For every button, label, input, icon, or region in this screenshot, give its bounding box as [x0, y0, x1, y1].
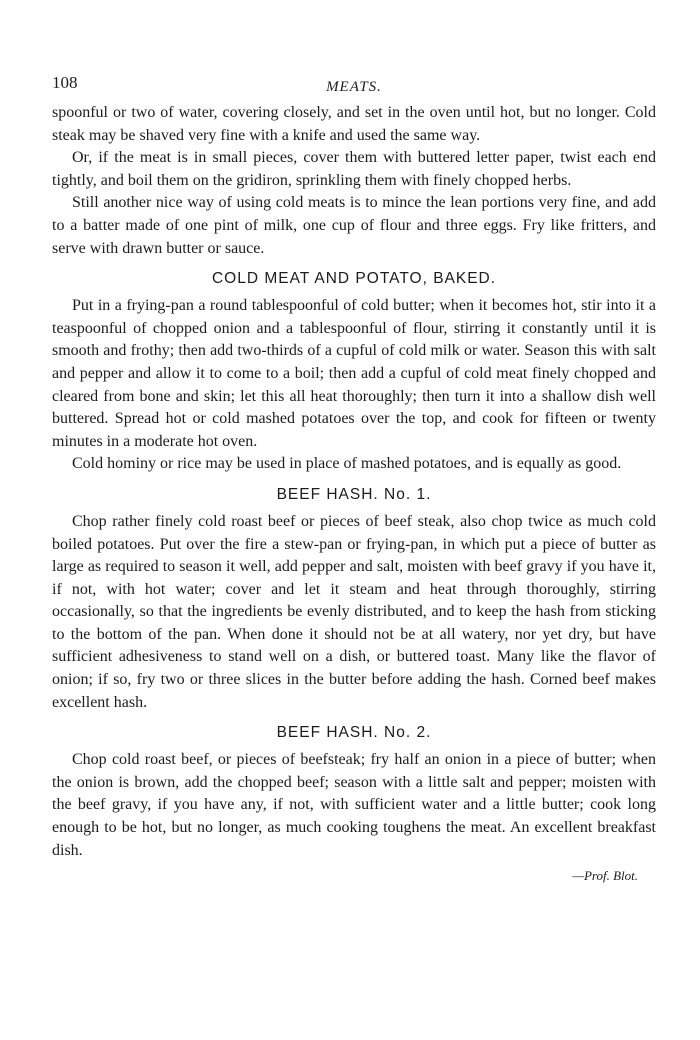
body-paragraph: spoonful or two of water, covering closely, and set in the oven until hot, but no longer. Cold steak may be shaved very fine with a knife and used the same way. [52, 104, 656, 144]
running-title: MEATS. [326, 79, 382, 95]
page-number: 108 [52, 73, 78, 92]
body-paragraph: Or, if the meat is in small pieces, cover them with buttered letter paper, twist each end tightly, and boil them on the gridiron, sprinkling them with finely chopped herbs. [52, 149, 656, 189]
body-paragraph: Cold hominy or rice may be used in place of mashed potatoes, and is equally as good. [72, 455, 622, 473]
section-heading-beef-hash-2: BEEF HASH. No. 2. [276, 724, 432, 742]
section-heading-cold-meat-and-potato: COLD MEAT AND POTATO, BAKED. [211, 270, 497, 288]
body-paragraph: Put in a frying-pan a round tablespoonful of cold butter; when it becomes hot, stir into it a teaspoonful of chopped onion and a tablespoonful of flour, stirring it constantly until it is smooth and frothy; then add two-thirds of a cupful of cold milk or water. Season this with salt and pepper and allow it to come to a boil; then add a cupful of cold meat finely chopped and cleared from bone and skin; let this all heat thoroughly; then turn it into a shallow dish well buttered. Spread hot or cold mashed potatoes over the top, and cook for fifteen or twenty minutes in a moderate hot oven. [52, 297, 656, 450]
section-heading-beef-hash-1: BEEF HASH. No. 1. [276, 485, 432, 503]
attribution: —Prof. Blot. [572, 868, 638, 884]
body-paragraph: Chop cold roast beef, or pieces of beefsteak; fry half an onion in a piece of butter; when the onion is brown, add the chopped beef; season with a little salt and pepper; moisten with the beef gravy, if you have any, if not, with sufficient water and a little butter; cook long enough to be hot, but no longer, as much cooking toughens the meat. An excellent breakfast dish. [52, 751, 656, 859]
body-paragraph: Chop rather finely cold roast beef or pieces of beef steak, also chop twice as much cold boiled potatoes. Put over the fire a stew-pan or frying-pan, in which put a piece of butter as large as required to season it well, add pepper and salt, moisten with beef gravy if you have it, if not, with hot water; cover and let it steam and heat through thoroughly, stirring occasionally, so that the ingredients be evenly distributed, and to keep the hash from sticking to the bottom of the pan. When done it should not be at all watery, nor yet dry, but have sufficient adhesiveness to stand well on a dish, or buttered toast. Many like the flavor of onion; if so, fry two or three slices in the butter before adding the hash. Corned beef makes excellent hash. [52, 512, 656, 711]
body-paragraph: Still another nice way of using cold meats is to mince the lean portions very fine, and add to a batter made of one pint of milk, one cup of flour and three eggs. Fry like fritters, and serve with drawn butter or sauce. [52, 194, 656, 257]
book-page [52, 72, 656, 888]
running-head [52, 72, 656, 96]
